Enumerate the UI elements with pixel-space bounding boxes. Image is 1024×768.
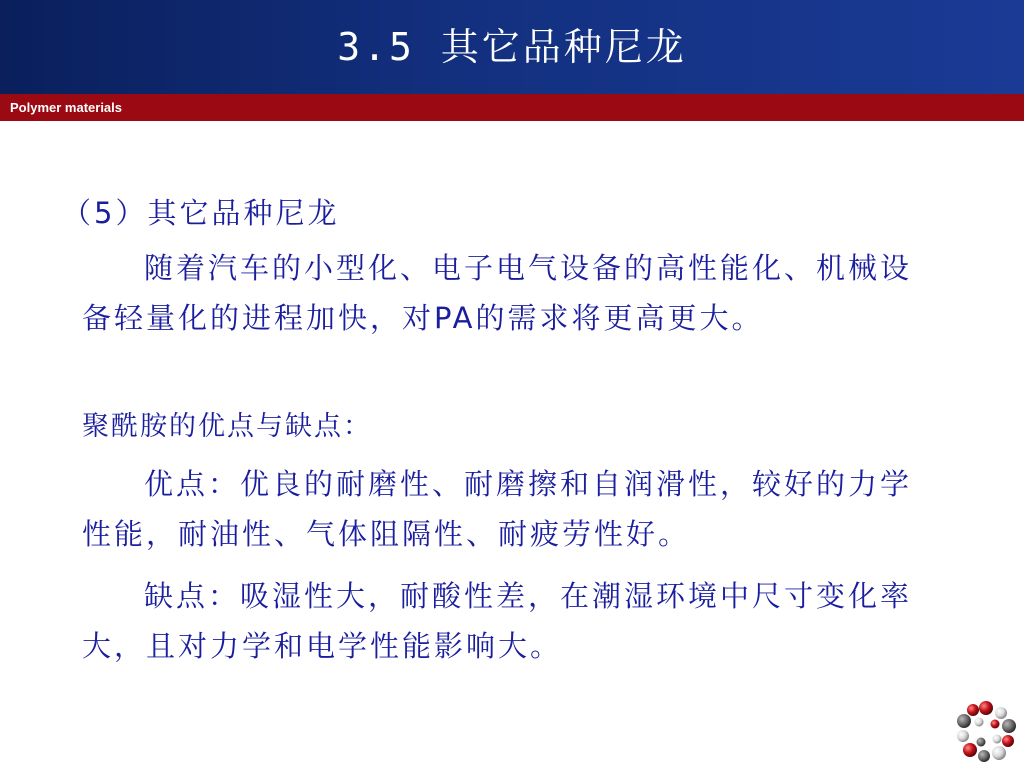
subtitle-bar	[0, 94, 1024, 121]
advantages-paragraph: 优点：优良的耐磨性、耐磨擦和自润滑性，较好的力学性能，耐油性、气体阻隔性、耐疲劳性好。	[82, 467, 913, 551]
slide-title: 3.5 其它品种尼龙	[337, 25, 687, 69]
section-heading: （5）其它品种尼龙	[62, 196, 340, 230]
molecule-ring-icon	[955, 700, 1017, 762]
subtitle-label: Polymer materials	[10, 100, 123, 115]
intro-paragraph: 随着汽车的小型化、电子电气设备的高性能化、机械设备轻量化的进程加快，对PA的需求将更高更大。	[82, 251, 913, 335]
title-bar	[0, 0, 1024, 94]
pros-cons-heading: 聚酰胺的优点与缺点：	[82, 411, 372, 442]
disadvantages-paragraph: 缺点：吸湿性大，耐酸性差，在潮湿环境中尺寸变化率大，且对力学和电学性能影响大。	[82, 579, 913, 663]
slide-content	[0, 121, 1024, 768]
